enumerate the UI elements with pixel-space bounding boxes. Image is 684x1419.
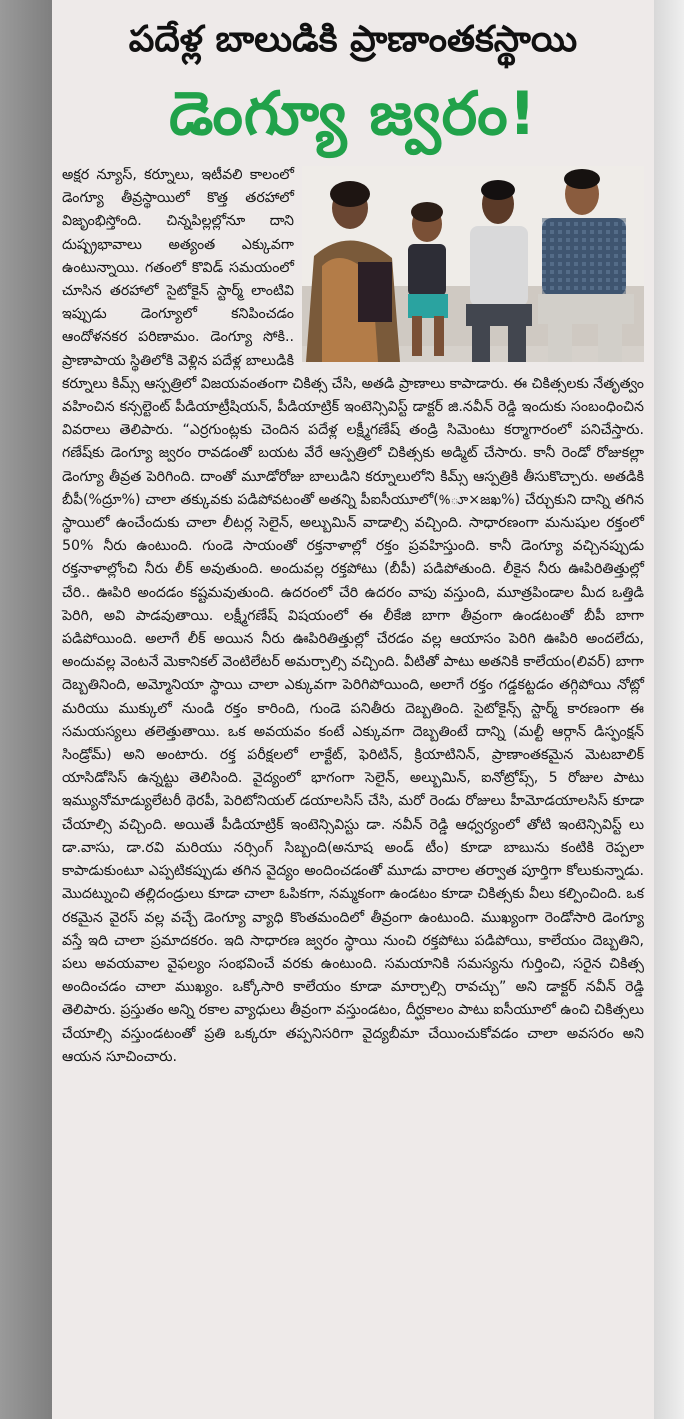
family-photo: [302, 166, 644, 362]
article: [62, 164, 644, 1069]
headline-kicker: పదేళ్ల బాలుడికి ప్రాణాంతకస్థాయి: [128, 19, 578, 60]
photo-illustration: [302, 166, 644, 362]
background-left: [0, 0, 52, 1419]
newspaper-clipping: [52, 0, 654, 1419]
headline-main: డెంగ్యూ జ్వరం!: [168, 79, 538, 149]
background-right: [654, 0, 684, 1419]
article-body: అక్షర న్యూస్, కర్నూలు, ఇటీవలి కాలంలో డెంగ్యూ తీవ్రస్థాయిలో కొత్త తరహాలో విజృంభిస్తోంది. చిన్నపిల్లల్లోనూ దాని దుష్ప్రభావాలు అత్యంత ఎక్కువగా ఉంటున్నాయి. గతంలో కొవిడ్ సమయంలో చూసిన తరహాలో సైటోకైన్ స్టార్మ్ లాంటివి ఇప్పుడు డెంగ్యూలో కనిపించడం ఆందోళనకర పరిణామం. డెంగ్యూ సోకి.. ప్రాణాపాయ స్థితిలోకి వెళ్లిన పదేళ్ల బాలుడికి కర్నూలు కిమ్స్ ఆస్పత్రిలో విజయవంతంగా చికిత్స చేసి, అతడి ప్రాణాలు కాపాడారు. ఈ చికిత్సలకు నేతృత్వం వహించిన కన్సల్టెంట్ పీడియాట్రీషియన్, పీడియాట్రిక్ ఇంటెన్సివిస్ట్ డాక్టర్ జి.నవీన్ రెడ్డి ఇందుకు సంబంధించిన వివరాలు తెలిపారు. “ఎర్రగుంట్లకు చెందిన పదేళ్ల లక్ష్మీగణేష్ తండ్రి సిమెంటు కర్మాగారంలో పనిచేస్తారు. గణేష్‌కు డెంగ్యూ జ్వరం రావడంతో బయట వేరే ఆస్పత్రిలో చికిత్సకు అడ్మిట్ చేసారు. కానీ రెండో రోజుకల్లా డెంగ్యూ తీవ్రత పెరిగింది. దాంతో మూడోరోజు బాలుడిని కర్నూలులోని కిమ్స్ ఆస్పత్రికి తీసుకొచ్చారు. అతడికి బీపీ(%ద్రూ%) చాలా తక్కువకు పడిపోవటంతో అతన్ని పీఐసీయూలో(%ూ×జఖ%) చేర్చుకుని దాన్ని తగిన స్థాయిలో ఉంచేందుకు చాలా లీటర్ల సెలైన్, అల్బుమిన్ వాడాల్సి వచ్చింది. సాధారణంగా మనుషుల రక్తంలో 50% నీరు ఉంటుంది. గుండె సాయంతో రక్తనాళాల్లో రక్తం ప్రవహిస్తుంది. కానీ డెంగ్యూ వచ్చినప్పుడు రక్తనాళాల్లోంచి నీరు లీక్ అవుతుంది. అందువల్ల రక్తపోటు (బీపీ) పడిపోతుంది. లీకైన నీరు ఊపిరితిత్తుల్లో చేరి.. ఊపిరి అందడం కష్టమవుతుంది. ఉదరంలో చేరి ఉదరం వాపు వస్తుంది, మూత్రపిండాల మీద ఒత్తిడి పెరిగి, అవి పాడవుతాయి. లక్ష్మీగణేష్ విషయంలో ఈ లీకేజి బాగా తీవ్రంగా ఉండటంతో బీపీ బాగా పడిపోయింది. అలాగే లీక్ అయిన నీరు ఊపిరితిత్తుల్లో చేరడం వల్ల ఆయాసం పెరిగి ఊపిరి అందలేదు, అందువల్ల వెంటనే మెకానికల్ వెంటిలేటర్ అమర్చాల్సి వచ్చింది. వీటితో పాటు అతనికి కాలేయం(లివర్) బాగా దెబ్బతినింది, అమ్మోనియా స్థాయి చాలా ఎక్కువగా పెరిగిపోయింది, అలాగే రక్తం గడ్డకట్టడం తగ్గిపోయి నోట్లో మరియు ముక్కులో నుండి రక్తం కారింది, గుండె పనితీరు దెబ్బతింది. సైటోకైన్స్ స్టార్మ్ కారణంగా ఈ సమయస్యలు తలెత్తుతాయి. ఒక అవయవం కంటే ఎక్కువగా దెబ్బతింటే దాన్ని (మల్టీ ఆర్గాన్ డిస్ఫంక్షన్ సిండ్రోమ్) అని అంటారు. రక్త పరీక్షలలో లాక్టేట్, ఫెరిటిన్, క్రియాటినిన్, ప్రాణాంతకమైన మెటబాలిక్ యాసిడోసిస్ ఉన్నట్టు తెలిసింది. వైద్యంలో భాగంగా సెలైన్, అల్బుమిన్, ఐనోట్రోప్స్, 5 రోజుల పాటు ఇమ్యునోమాడ్యులేటరీ థెరపీ, పెరిటోనియల్ డయాలసిస్ చేసి, మరో రెండు రోజులు హీమోడయాలసిస్ కూడా చేయాల్సి వచ్చింది. అయితే పీడియాట్రిక్ ఇంటెన్సివిస్టు డా. నవీన్ రెడ్డి ఆధ్వర్యంలో తోటి ఇంటెన్సివిస్ట్ లు డా.వాసు, డా.రవి మరియు నర్సింగ్ సిబ్బంది(అనూష అండ్ టీం) కూడా బాబును కంటికి రెప్పలా కాపాడుకుంటూ ఎప్పటికప్పుడు తగిన వైద్యం అందించడంతో మూడు వారాల తర్వాత పూర్తిగా కోలుకున్నాడు. మొదట్నుంచి తల్లిదండ్రులు కూడా చాలా ఓపికగా, నమ్మకంగా ఉండటం కూడా చికిత్సకు వీలు కల్పించింది. ఒక రకమైన వైరస్ వల్ల వచ్చే డెంగ్యూ వ్యాధి కొంతమందిలో తీవ్రంగా ఉంటుంది. ముఖ్యంగా రెండోసారి డెంగ్యూ వస్తే ఇది చాలా ప్రమాదకరం. ఇది సాధారణ జ్వరం స్థాయి నుంచి రక్తపోటు పడిపోయి, కాలేయం దెబ్బతిని, పలు అవయవాల వైఫల్యం సంభవించే వరకు ఉంటుంది. సమయానికి సమస్యను గుర్తించి, సరైన చికిత్స అందించడం చాలా ముఖ్యం. ఒక్కోసారి కాలేయం కూడా మార్చాల్సి రావచ్చు” అని డాక్టర్ నవీన్ రెడ్డి తెలిపారు. ప్రస్తుతం అన్ని రకాల వ్యాధులు తీవ్రంగా వస్తుండటం, దీర్ఘకాలం పాటు ఐసీయూలో ఉంచి చికిత్సలు చేయాల్సి వస్తుండటంతో ప్రతి ఒక్కరూ తప్పనిసరిగా వైద్యబీమా చేయించుకోవడం చాలా అవసరం అని ఆయన సూచించారు.: [62, 167, 644, 1065]
